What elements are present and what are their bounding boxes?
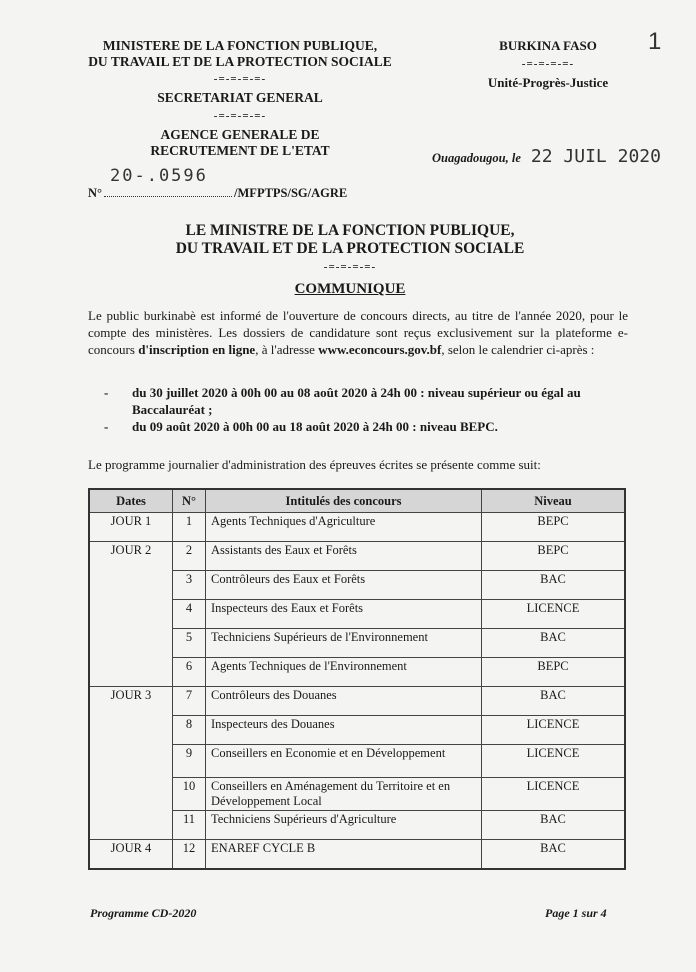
row-number: 8 [173,716,206,745]
exam-title: Contrôleurs des Eaux et Forêts [206,571,482,600]
row-number: 7 [173,687,206,716]
row-number: 10 [173,778,206,811]
row-number: 12 [173,840,206,870]
ministry-header [70,38,410,159]
ministry-line-1: MINISTERE DE LA FONCTION PUBLIQUE, [102,38,378,53]
reference-line [88,186,347,201]
exam-level: LICENCE [482,778,626,811]
row-number: 3 [173,571,206,600]
ministry-line-2: DU TRAVAIL ET DE LA PROTECTION SOCIALE [88,54,392,69]
header-separator: -=-=-=-=- [213,73,267,85]
page-corner-number: 1 [648,28,662,55]
exam-title: Techniciens Supérieurs de l'Environnement [206,629,482,658]
table-row [89,840,625,870]
intro-bold-online: d'inscription en ligne [138,342,256,357]
communique-heading: COMMUNIQUE [294,281,406,297]
calendar-item [104,384,624,418]
title-line-1: LE MINISTRE DE LA FONCTION PUBLIQUE, [185,222,515,239]
reference-label: N° [88,186,103,200]
exam-level: BEPC [482,658,626,687]
document-title [140,222,560,298]
exam-level: LICENCE [482,716,626,745]
country-separator: -=-=-=-=- [521,58,575,70]
footer-programme: Programme CD-2020 [90,906,197,920]
intro-website: www.econcours.gov.bf [318,342,442,357]
exam-level: BEPC [482,542,626,571]
exam-title: Inspecteurs des Eaux et Forêts [206,600,482,629]
exam-level: BEPC [482,513,626,542]
exam-schedule-table [88,488,626,870]
table-row [89,542,625,571]
header-separator-2: -=-=-=-=- [213,110,267,122]
exam-title: Contrôleurs des Douanes [206,687,482,716]
row-number: 4 [173,600,206,629]
agency-line-1: AGENCE GENERALE DE [160,127,320,142]
row-number: 5 [173,629,206,658]
exam-level: LICENCE [482,745,626,778]
date-stamp: 22 JUIL 2020 [530,146,661,167]
calendar-item [104,418,624,435]
country-header [478,38,618,91]
exam-title: Agents Techniques d'Agriculture [206,513,482,542]
header-dates: Dates [89,489,173,513]
day-cell: JOUR 3 [89,687,173,840]
country-motto: Unité-Progrès-Justice [487,75,609,90]
exam-title: Assistants des Eaux et Forêts [206,542,482,571]
secretariat-label: SECRETARIAT GENERAL [157,90,323,105]
row-number: 1 [173,513,206,542]
exam-level: BAC [482,840,626,870]
day-cell: JOUR 1 [89,513,173,542]
row-number: 9 [173,745,206,778]
header-number: N° [173,489,206,513]
title-line-2: DU TRAVAIL ET DE LA PROTECTION SOCIALE [175,240,525,257]
table-row [89,687,625,716]
row-number: 11 [173,811,206,840]
exam-title: Inspecteurs des Douanes [206,716,482,745]
bullet-marker: - [104,385,109,400]
exam-level: BAC [482,811,626,840]
intro-paragraph: Le public burkinabè est informé de l'ouverture de concours directs, au titre de l'année 2020, pour le compte des ministères. Les dossiers de candidature sont reçus exclusivement sur la plateforme e-concours d'inscription en ligne, à l'adresse www.econcours.gov.bf, selon le calendrier ci-après : [88,308,628,357]
header-title: Intitulés des concours [206,489,482,513]
footer-page-number: Page 1 sur 4 [545,906,607,920]
exam-title: Conseillers en Economie et en Développement [206,745,482,778]
table-row [89,513,625,542]
bullet-text: du 30 juillet 2020 à 00h 00 au 08 août 2020 à 24h 00 : niveau supérieur ou égal au Baccalauréat ; [132,385,581,417]
exam-title: Techniciens Supérieurs d'Agriculture [206,811,482,840]
date-line [432,146,662,167]
exam-level: LICENCE [482,600,626,629]
bullet-marker: - [104,419,109,434]
header-level: Niveau [482,489,626,513]
programme-intro: Le programme journalier d'administration des épreuves écrites se présente comme suit: [88,457,541,472]
bullet-text: du 09 août 2020 à 00h 00 au 18 août 2020 à 24h 00 : niveau BEPC. [132,419,498,434]
row-number: 6 [173,658,206,687]
reference-number: 20-.0596 [110,166,208,186]
table-header-row [89,489,625,513]
date-prefix: Ouagadougou, le [432,151,521,165]
country-name: BURKINA FASO [499,38,597,53]
reference-suffix: /MFPTPS/SG/AGRE [234,186,348,200]
day-cell: JOUR 4 [89,840,173,870]
row-number: 2 [173,542,206,571]
title-separator: -=-=-=-=- [323,261,377,273]
agency-line-2: RECRUTEMENT DE L'ETAT [150,143,330,158]
day-cell: JOUR 2 [89,542,173,687]
exam-title: Agents Techniques de l'Environnement [206,658,482,687]
exam-title: Conseillers en Aménagement du Territoire et en Développement Local [206,778,482,811]
exam-level: BAC [482,629,626,658]
exam-level: BAC [482,571,626,600]
exam-level: BAC [482,687,626,716]
exam-title: ENAREF CYCLE B [206,840,482,870]
